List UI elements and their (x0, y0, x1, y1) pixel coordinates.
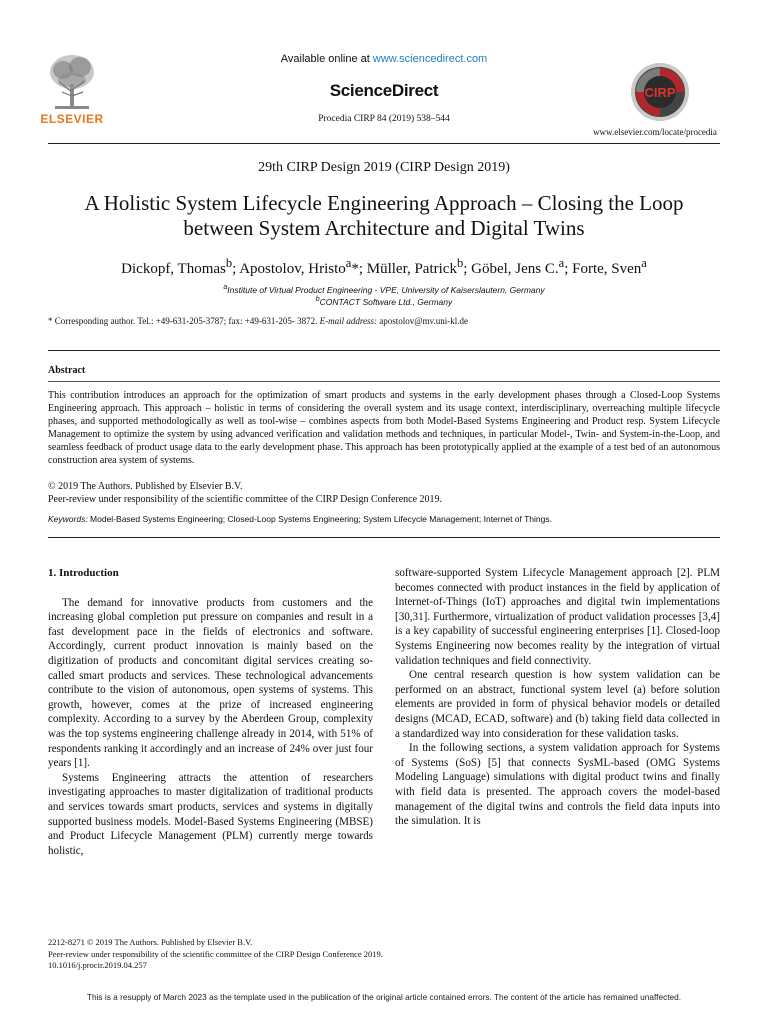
footer (48, 937, 383, 972)
corresponding-author: * Corresponding author. Tel.: +49-631-205-3787; fax: +49-631-205- 3872. E-mail address: apostolov@mv.uni-kl.de (48, 316, 468, 326)
email-link[interactable]: apostolov@mv.uni-kl.de (377, 316, 468, 326)
footer-doi[interactable]: 10.1016/j.procir.2019.04.257 (48, 960, 147, 971)
sciencedirect-link[interactable]: www.sciencedirect.com (372, 53, 488, 65)
paragraph: The demand for innovative products from customers and the increasing global completion put pressure on companies and result in a fast development pace in the fields of electronics and software. Accordingly, current product innovation is mainly based on the digitization of products and concomitant digital services creating so-called smart products and services. These technological advancements contribute to the vision of autonomous, open systems of systems. This growth, however, comes at the prize of increased engineering complexity. According to a survey by the Aberdeen Group, complexity was the top systems engineering challenge already in 2014, with 51% of respondents ranking it accordingly and an increase of 24% over just four years [1]. (48, 596, 373, 770)
paragraph: One central research question is how system validation can be performed on an abstract, functional system level (a) before solution elements are provided in form of physical behavior models or detailed designs (MCAD, ECAD, software) and (b) taking field data collected in a standardized way into consideration for these validation tasks. (395, 669, 720, 740)
abstract-text: This contribution introduces an approach for the optimization of smart products and systems in the early development phases through a Closed-Loop Systems Engineering approach. This approach – holistic in terms of considering the overall system and its usage context, interdisciplinary, overreaching multiple lifecycle phases, and supported methodologically as well as tool-wise – combines aspects from both Model-Based Systems Engineering and Product resp. System Lifecycle Management to optimize the system by using advanced verification and validation methods and techniques, in particular Model-, Twin- and System-in-the-Loop, and seamless feedback of product usage data to the early development phase. This approach has been prototypically applied at the example of a test bed of an autonomous construction area system of systems. (48, 390, 720, 467)
resupply-notice: This is a resupply of March 2023 as the template used in the publication of the original article contained errors. The content of the article has remained unaffected. (86, 992, 682, 1002)
abstract-heading-divider (48, 381, 720, 382)
author: Göbel, Jens C. (471, 261, 559, 277)
journal-citation: Procedia CIRP 84 (2019) 538–544 (318, 114, 450, 124)
keywords: Keywords: Model-Based Systems Engineering; Closed-Loop Systems Engineering; System Lifecycle Management; Internet of Things. (48, 514, 552, 524)
header-divider (48, 143, 720, 144)
paragraph: Systems Engineering attracts the attention of researchers investigating approaches to master digitalization of traditional products and services towards smart products, services and systems in digitally supported business models. Model-Based Systems Engineering (MBSE) and Product Lifecycle Management (PLM) currently merge towards holistic, (48, 771, 373, 857)
author: Forte, Sven (572, 261, 642, 277)
affiliation: $^a$Institute of Virtual Product Engineering - VPE, University of Kaiserslautern, Germany (223, 283, 545, 295)
conference-name: 29th CIRP Design 2019 (CIRP Design 2019) (258, 160, 510, 175)
cirp-logo (630, 62, 690, 122)
author: Apostolov, Hristo (239, 261, 346, 277)
body-top-divider (48, 537, 720, 538)
paragraph: software-supported System Lifecycle Management approach [2]. PLM becomes connected with product instances in the field by application of Internet-of-Things (IoT) approaches and digital twin implementations [30,31]. Furthermore, virtualization of product validation processes [3,4] is a key capability of successful engineering enterprises [1]. Closed-loop Systems Engineering now becomes reality by the integration of virtual validation techniques and field connectivity. (395, 567, 720, 667)
author: Dickopf, Thomas (121, 261, 226, 277)
journal-url[interactable]: www.elsevier.com/locate/procedia (593, 127, 717, 137)
copyright-notice: © 2019 The Authors. Published by Elsevier B.V. Peer-review under responsibility of the scientific committee of the CIRP Design Conference 2019. (48, 481, 443, 505)
abstract-heading: Abstract (48, 365, 86, 376)
paper-title (40, 191, 728, 241)
title-line-1: A Holistic System Lifecycle Engineering Approach – Closing the Loop (84, 191, 684, 215)
available-online-label: Available online at (280, 53, 373, 65)
left-column (48, 566, 373, 858)
elsevier-wordmark: ELSEVIER (40, 112, 104, 126)
abstract-top-divider (48, 350, 720, 351)
sciencedirect-wordmark: ScienceDirect (329, 81, 439, 100)
title-line-2: between System Architecture and Digital Twins (183, 216, 585, 240)
footer-peer-review: Peer-review under responsibility of the scientific committee of the CIRP Design Conference 2019. (48, 948, 383, 959)
paragraph: In the following sections, a system validation approach for Systems of Systems (SoS) [5] that connects SysML-based (OMG Systems Modeling Language) simulations with digital product twins and finally with field data is presented. The approach covers the model-based management of the digital twins and controls the field data inputs into the simulation. It is (395, 742, 720, 828)
footer-issn: 2212-8271 © 2019 The Authors. Published by Elsevier B.V. (48, 937, 253, 947)
svg-text:CIRP: CIRP (644, 85, 676, 100)
author-list: Dickopf, Thomas$^b$; Apostolov, Hristo$^a$*; Müller, Patrick$^b$; Göbel, Jens C.$^a$; Forte, Sven$^a$ (121, 256, 647, 277)
right-column (395, 566, 720, 829)
affiliation: $^b$CONTACT Software Ltd., Germany (315, 295, 453, 307)
author: Müller, Patrick (366, 261, 457, 277)
section-heading: 1. Introduction (48, 567, 119, 579)
